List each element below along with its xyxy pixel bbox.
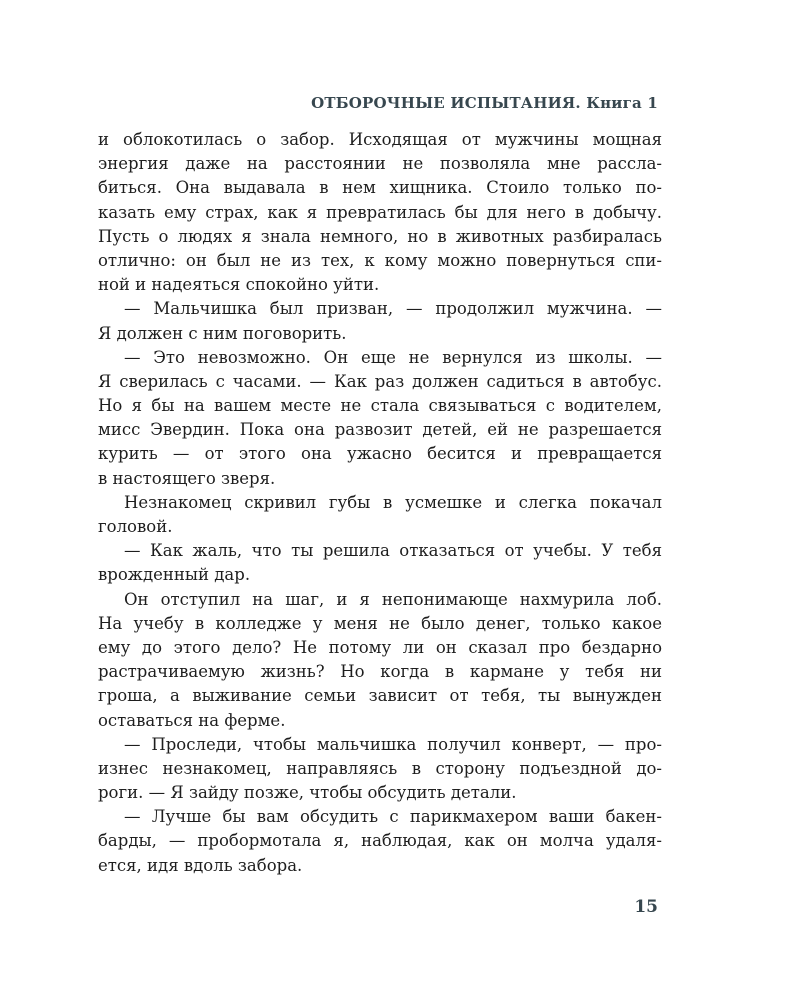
text-line: Он отступил на шаг, и я непонимающе нахмурила лоб. [124, 589, 662, 609]
running-head [311, 94, 658, 112]
text-line: ной и надеяться спокойно уйти. [98, 275, 380, 295]
text-line: энергия даже на расстоянии не позволяла мне рассла- [98, 154, 662, 174]
text-line: и облокотилась о забор. Исходящая от мужчины мощная [98, 130, 662, 149]
text-line: изнес незнакомец, направляясь в сторону подъездной до- [98, 758, 662, 778]
text-line: роги. — Я зайду позже, чтобы обсудить детали. [98, 783, 517, 803]
text-line: Я должен с ним поговорить. [98, 323, 347, 343]
text-line: отлично: он был не из тех, к кому можно повернуться спи- [98, 250, 662, 270]
text-line: — Мальчишка был призван, — продолжил мужчина. — [124, 299, 662, 319]
text-line: ется, идя вдоль забора. [98, 855, 303, 875]
text-line: биться. Она выдавала в нем хищника. Стоило только по- [98, 178, 662, 198]
body-text [98, 128, 662, 878]
text-line: мисс Эвердин. Пока она развозит детей, ей не разрешается [98, 420, 662, 440]
text-line: Незнакомец скривил губы в усмешке и слегка покачал [124, 492, 662, 512]
text-line: в настоящего зверя. [98, 468, 276, 488]
text-line: барды, — пробормотала я, наблюдая, как он молча удаля- [98, 831, 662, 851]
text-line: врожденный дар. [98, 565, 251, 585]
text-line: — Это невозможно. Он еще не вернулся из школы. — [124, 347, 662, 367]
text-line: растрачиваемую жизнь? Но когда в кармане у тебя ни [98, 662, 662, 682]
text-line: Пусть о людях я знала немного, но в животных разбиралась [98, 226, 662, 246]
text-line: ему до этого дело? Не потому ли он сказал про бездарно [98, 637, 662, 657]
text-line: Я сверилась с часами. — Как раз должен садиться в автобус. [98, 371, 662, 391]
text-line: казать ему страх, как я превратилась бы для него в добычу. [98, 202, 662, 222]
text-line: курить — от этого она ужасно бесится и превращается [98, 444, 662, 464]
text-line: головой. [98, 517, 173, 536]
text-line: На учебу в колледже у меня не было денег, только какое [98, 613, 662, 633]
text-line: — Проследи, чтобы мальчишка получил конверт, — про- [124, 734, 662, 754]
text-line: Но я бы на вашем месте не стала связываться с водителем, [98, 396, 662, 416]
page-number: 15 [634, 897, 658, 917]
text-line: гроша, а выживание семьи зависит от тебя, ты вынужден [98, 686, 662, 706]
text-line: оставаться на ферме. [98, 710, 286, 730]
running-head-title: ОТБОРОЧНЫЕ ИСПЫТАНИЯ. [311, 94, 581, 112]
text-line: — Лучше бы вам обсудить с парикмахером ваши бакен- [124, 807, 662, 827]
running-head-book: Книга 1 [586, 94, 658, 112]
text-line: — Как жаль, что ты решила отказаться от учебы. У тебя [124, 541, 662, 561]
